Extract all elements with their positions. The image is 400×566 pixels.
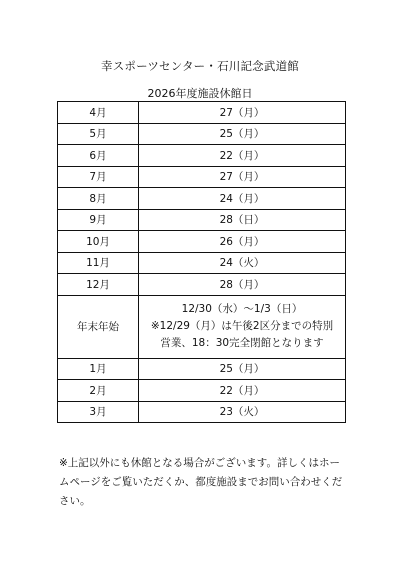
closure-day-cell: 28（日） xyxy=(139,209,346,231)
month-cell: 5月 xyxy=(58,123,139,145)
month-cell: 6月 xyxy=(58,145,139,167)
closure-day-cell: 25（月） xyxy=(139,358,346,380)
table-row xyxy=(58,401,346,423)
table-row xyxy=(58,145,346,167)
table-row xyxy=(58,231,346,253)
table-row xyxy=(58,358,346,380)
year-end-note-line: 営業、18：30完全閉館となります xyxy=(160,337,324,349)
closure-day-cell: 24（月） xyxy=(139,188,346,210)
closure-day-cell: 27（月） xyxy=(139,102,346,124)
month-cell: 9月 xyxy=(58,209,139,231)
year-end-label-cell: 年末年始 xyxy=(58,295,139,358)
month-cell: 10月 xyxy=(58,231,139,253)
month-cell: 7月 xyxy=(58,166,139,188)
closure-day-cell: 28（月） xyxy=(139,274,346,296)
table-row xyxy=(58,102,346,124)
month-cell: 1月 xyxy=(58,358,139,380)
table-row xyxy=(58,166,346,188)
month-cell: 8月 xyxy=(58,188,139,210)
document-title: 幸スポーツセンター・石川記念武道館 xyxy=(101,59,299,73)
month-cell: 4月 xyxy=(58,102,139,124)
table-row xyxy=(58,188,346,210)
closure-day-cell: 22（月） xyxy=(139,380,346,402)
table-row xyxy=(58,209,346,231)
document-subtitle: 2026年度施設休館日 xyxy=(147,87,253,100)
table-row xyxy=(58,123,346,145)
closure-day-cell: 23（火） xyxy=(139,401,346,423)
year-end-row xyxy=(58,295,346,358)
month-cell: 2月 xyxy=(58,380,139,402)
closure-day-cell: 24（火） xyxy=(139,252,346,274)
footer-note: ※上記以外にも休館となる場合がございます。詳しくはホームページをご覧いただくか、都度施設までお問い合わせください。 xyxy=(59,457,343,507)
closure-day-cell: 27（月） xyxy=(139,166,346,188)
table-row xyxy=(58,274,346,296)
closure-schedule-table xyxy=(57,101,346,423)
closure-day-cell: 22（月） xyxy=(139,145,346,167)
table-row xyxy=(58,252,346,274)
closure-day-cell: 26（月） xyxy=(139,231,346,253)
year-end-detail-cell xyxy=(139,295,346,358)
month-cell: 3月 xyxy=(58,401,139,423)
year-end-period: 12/30（水）～1/3（日） xyxy=(181,303,303,315)
closure-day-cell: 25（月） xyxy=(139,123,346,145)
year-end-note-line: ※12/29（月）は午後2区分までの特別 xyxy=(150,320,334,332)
month-cell: 12月 xyxy=(58,274,139,296)
table-row xyxy=(58,380,346,402)
month-cell: 11月 xyxy=(58,252,139,274)
